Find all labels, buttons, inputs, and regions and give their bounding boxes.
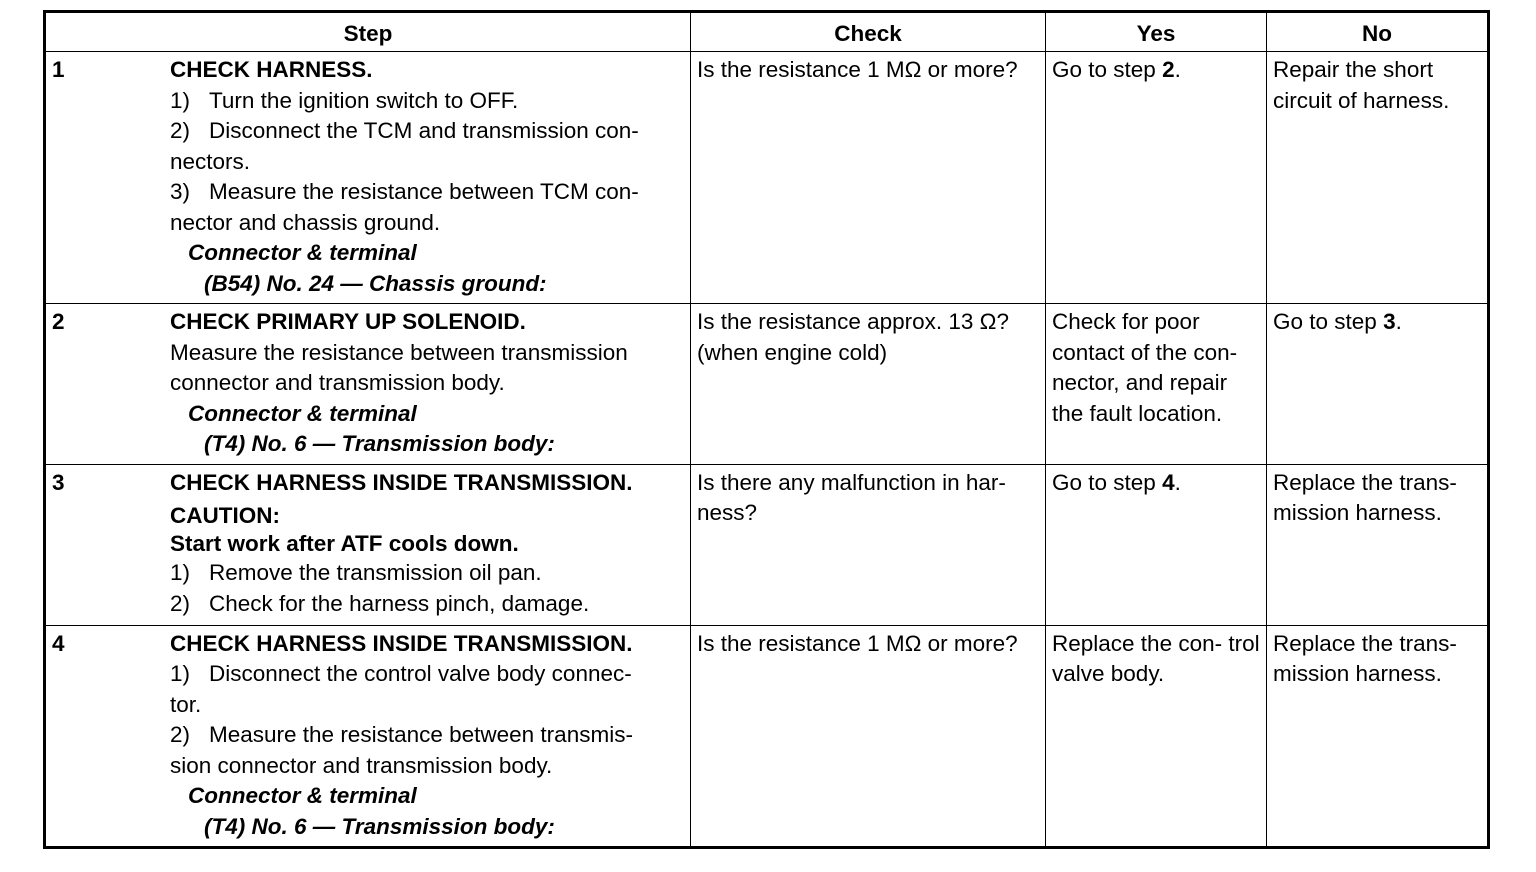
yes-step-ref: 2 (1162, 57, 1175, 82)
sub-step (170, 116, 684, 147)
table-row (45, 625, 1489, 848)
check-text: Is the resistance 1 MΩ or more? (697, 630, 1018, 656)
check-cell (691, 464, 1046, 625)
no-text: Repair the short circuit of harness. (1273, 57, 1450, 113)
check-text: Is there any malfunction in har- ness? (697, 469, 1006, 525)
step-number: 3 (52, 469, 65, 495)
yes-cell (1046, 52, 1267, 304)
sub-step-text: Check for the harness pinch, damage. (209, 590, 590, 616)
sub-step (170, 558, 684, 589)
sub-step-text: Measure the resistance between transmis- (209, 722, 633, 747)
check-text: Is the resistance 1 MΩ or more? (697, 57, 1018, 82)
step-cell (45, 625, 691, 848)
step-number: 2 (52, 309, 65, 334)
sub-step-number: 3) (170, 179, 191, 204)
sub-step (170, 589, 684, 620)
sub-step-number: 1) (170, 87, 191, 113)
header-row (45, 12, 1489, 52)
step-description: Measure the resistance between transmission connector and transmission body. (170, 339, 628, 395)
no-text (1267, 304, 1487, 342)
yes-cell (1046, 625, 1267, 848)
yes-text (1046, 52, 1266, 90)
sub-step-continuation: nectors. (170, 148, 251, 174)
no-cell (1267, 304, 1489, 465)
no-step-ref: 3 (1383, 309, 1396, 334)
sub-step-number: 2) (170, 590, 191, 616)
check-note: (when engine cold) (697, 339, 888, 365)
step-cell (45, 304, 691, 465)
yes-cell (1046, 304, 1267, 465)
sub-step-number: 2) (170, 118, 191, 143)
yes-suffix: . (1174, 469, 1181, 495)
table-row (45, 304, 1489, 465)
sub-step-text: Disconnect the control valve body connec- (209, 661, 632, 686)
yes-step-ref: 4 (1162, 469, 1175, 495)
sub-step (170, 720, 684, 751)
check-cell (691, 52, 1046, 304)
sub-step-number: 1) (170, 661, 191, 686)
sub-step-text: Turn the ignition switch to OFF. (209, 87, 519, 113)
table-row (45, 464, 1489, 625)
table-row (45, 52, 1489, 304)
sub-step-continuation: tor. (170, 691, 202, 717)
yes-text: Replace the con- trol valve body. (1052, 630, 1260, 686)
yes-text (1046, 465, 1266, 503)
no-cell (1267, 52, 1489, 304)
sub-step (170, 177, 684, 208)
connector-label: Connector & terminal (188, 783, 417, 808)
sub-step-text: Remove the transmission oil pan. (209, 560, 542, 585)
check-cell (691, 304, 1046, 465)
sub-step-text: Measure the resistance between TCM con- (209, 179, 639, 204)
check-text: Is the resistance approx. 13 Ω? (697, 309, 1009, 334)
connector-value: (T4) No. 6 — Transmission body: (204, 431, 555, 456)
step-title: CHECK HARNESS. (170, 57, 373, 82)
caution-label: CAUTION: (170, 503, 280, 528)
no-prefix: Go to step (1273, 309, 1384, 334)
header-no: No (1267, 12, 1489, 52)
yes-text: Check for poor contact of the con- nector, and repair the fault location. (1052, 309, 1238, 426)
connector-value: (B54) No. 24 — Chassis ground: (204, 270, 547, 296)
no-suffix: . (1395, 309, 1402, 334)
sub-step (170, 659, 684, 690)
step-title: CHECK PRIMARY UP SOLENOID. (170, 309, 526, 334)
connector-label: Connector & terminal (188, 240, 417, 265)
check-cell (691, 625, 1046, 848)
sub-step-number: 1) (170, 560, 191, 585)
no-cell (1267, 464, 1489, 625)
no-cell (1267, 625, 1489, 848)
sub-step-text: Disconnect the TCM and transmission con- (209, 118, 639, 143)
yes-cell (1046, 464, 1267, 625)
header-check: Check (691, 12, 1046, 52)
yes-suffix: . (1174, 57, 1181, 82)
step-title: CHECK HARNESS INSIDE TRANSMISSION. (170, 469, 633, 495)
yes-prefix: Go to step (1052, 469, 1163, 495)
no-text: Replace the trans- mission harness. (1273, 469, 1457, 525)
step-number: 4 (52, 630, 65, 656)
yes-prefix: Go to step (1052, 57, 1163, 82)
step-cell (45, 464, 691, 625)
step-cell (45, 52, 691, 304)
header-step: Step (45, 12, 691, 52)
diagnostic-table (43, 10, 1490, 849)
connector-value: (T4) No. 6 — Transmission body: (204, 813, 555, 839)
sub-step-continuation: sion connector and transmission body. (170, 752, 553, 778)
step-number: 1 (52, 57, 65, 82)
header-yes: Yes (1046, 12, 1267, 52)
sub-step-number: 2) (170, 722, 191, 747)
caution-text: Start work after ATF cools down. (170, 531, 519, 556)
sub-step-continuation: nector and chassis ground. (170, 209, 441, 235)
sub-step (170, 86, 684, 117)
step-title: CHECK HARNESS INSIDE TRANSMISSION. (170, 630, 633, 656)
connector-label: Connector & terminal (188, 400, 417, 426)
no-text: Replace the trans- mission harness. (1273, 630, 1457, 686)
